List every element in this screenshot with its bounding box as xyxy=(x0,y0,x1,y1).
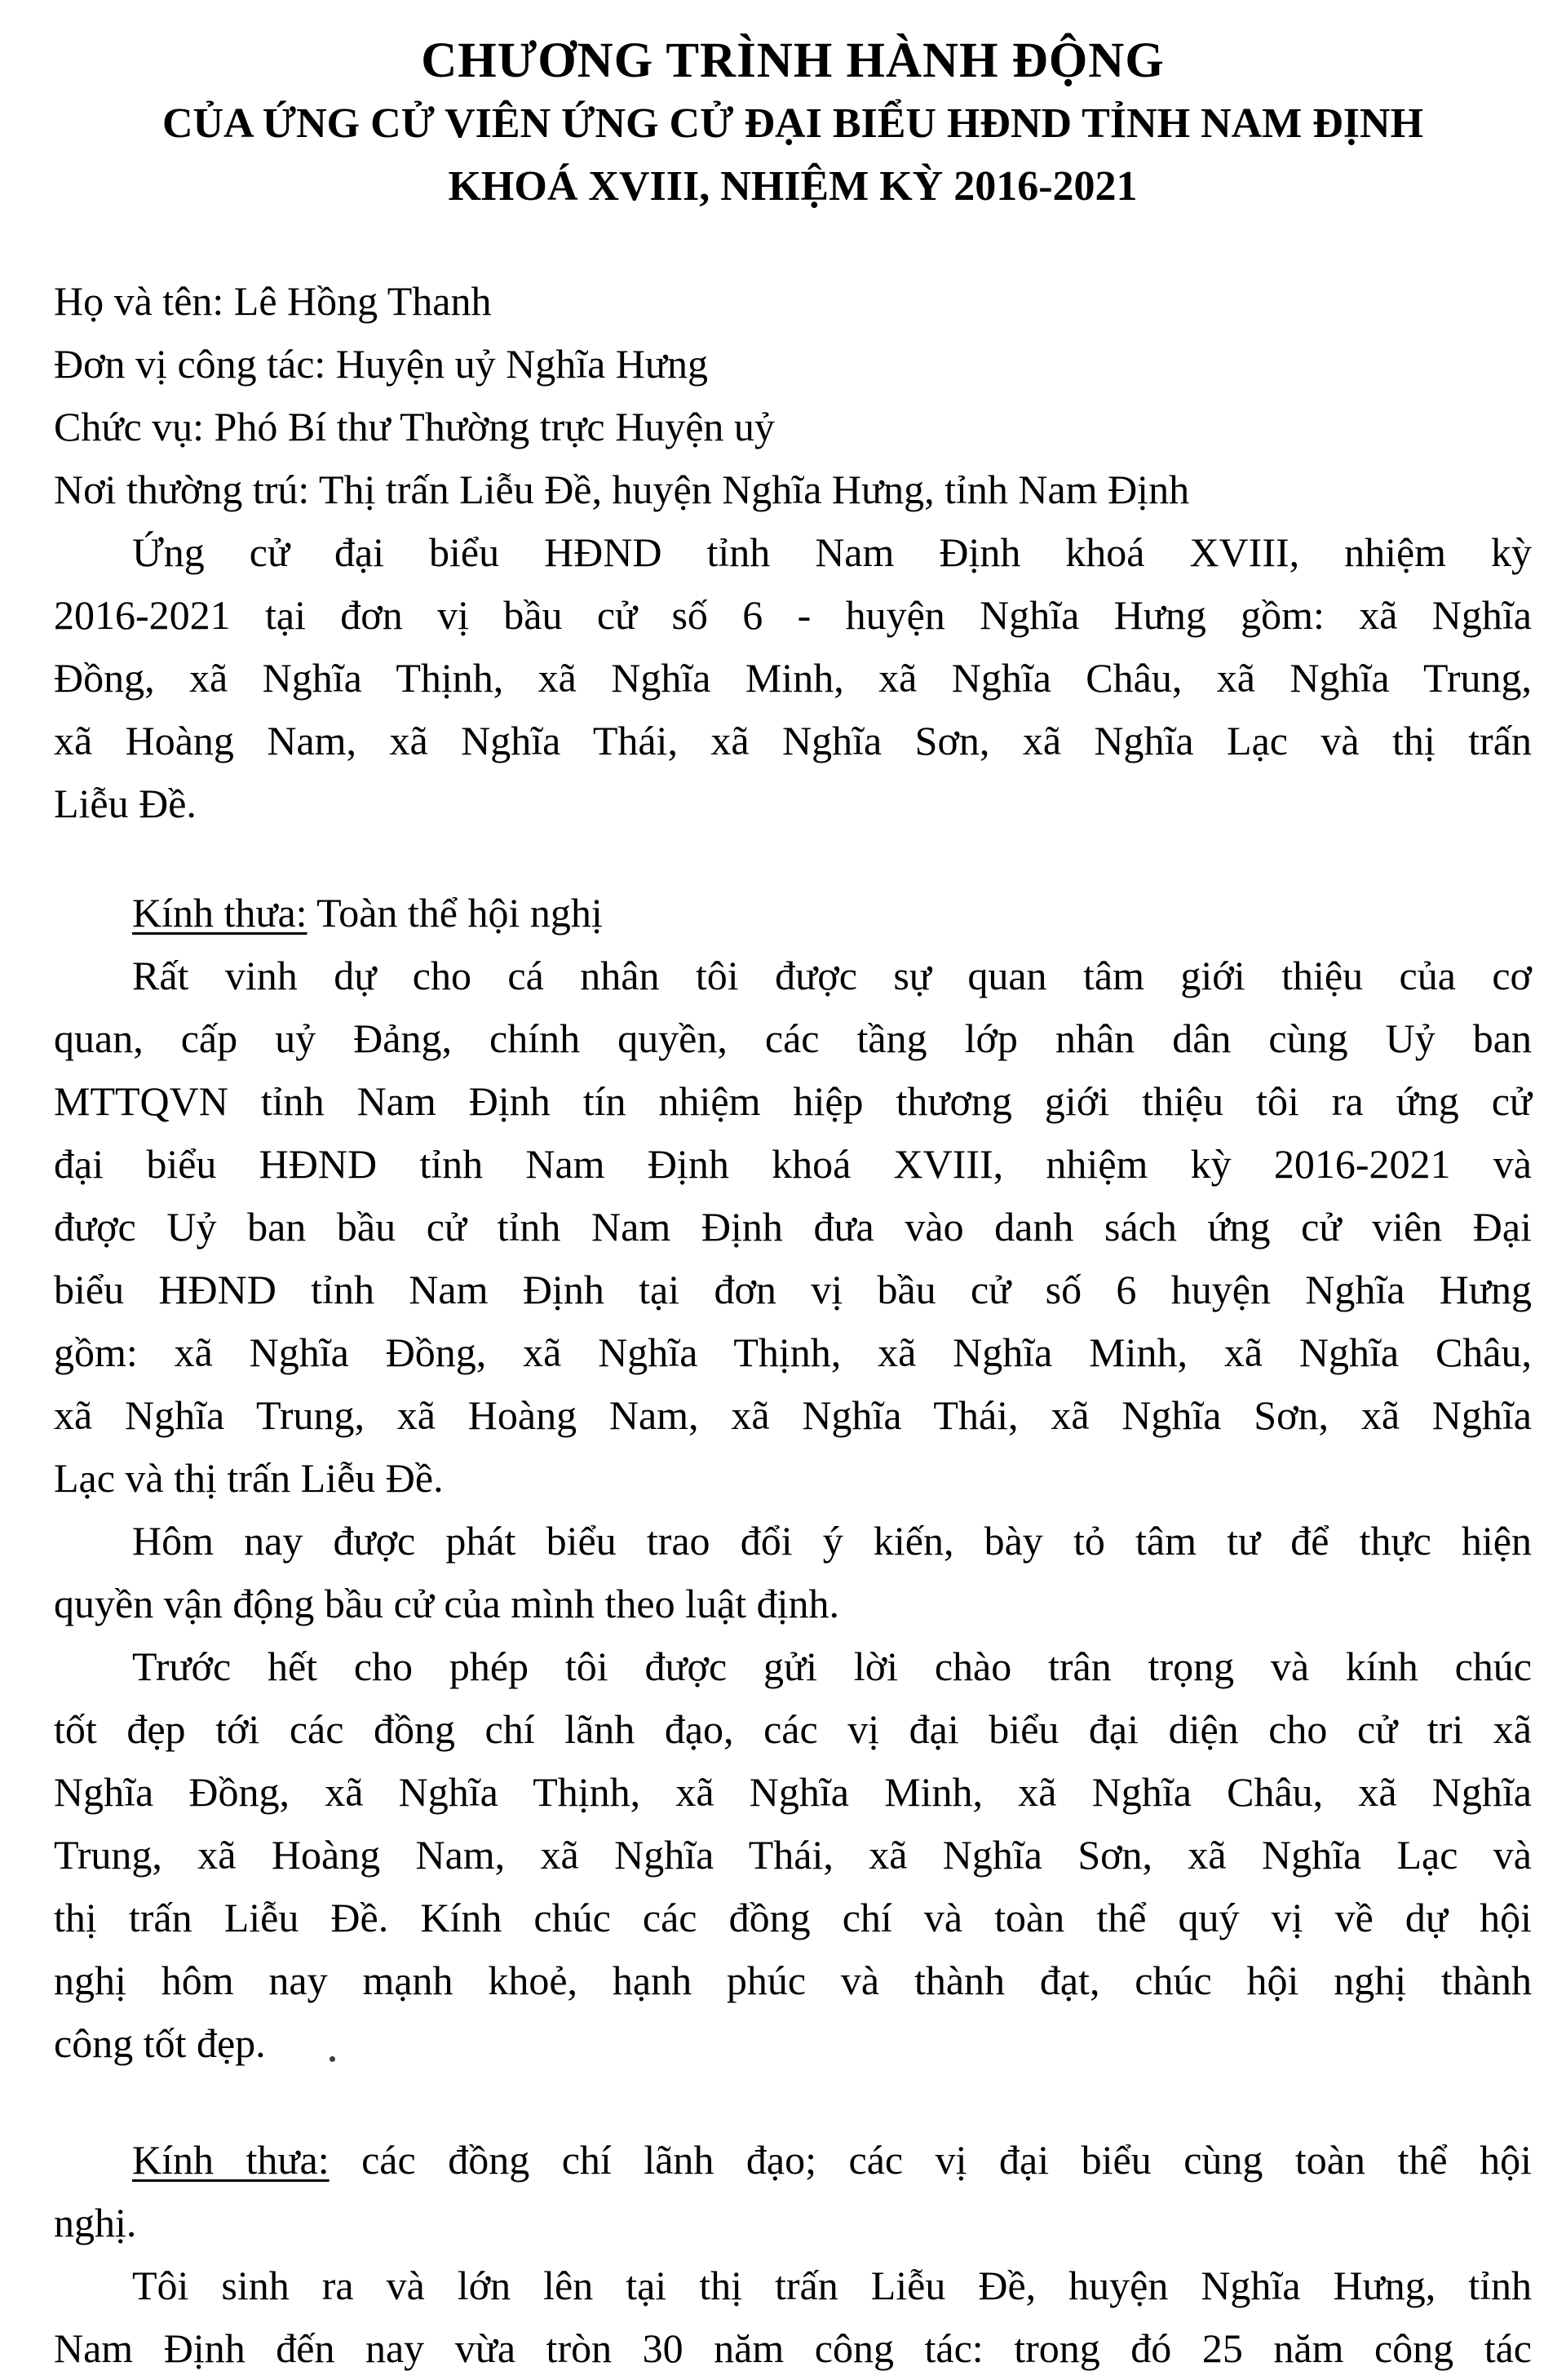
salutation-label: Kính thưa: xyxy=(132,2137,330,2183)
paragraph-greetings xyxy=(54,1635,1532,2075)
salutation-conference xyxy=(54,882,1532,944)
text-line: quyền vận động bầu cử của mình theo luật định. xyxy=(54,1581,839,1626)
salutation-leaders xyxy=(54,2129,1532,2254)
salutation-text: Toàn thể hội nghị xyxy=(307,890,603,936)
text-line: xã Hoàng Nam, xã Nghĩa Thái, xã Nghĩa Sơn, xã Nghĩa Lạc và thị trấn xyxy=(54,718,1532,763)
salutation-text: các đồng chí lãnh đạo; các vị đại biểu cùng toàn thể hội xyxy=(329,2137,1533,2183)
paragraph-constituency xyxy=(54,521,1532,835)
text-line: Hôm nay được phát biểu trao đổi ý kiến, bày tỏ tâm tư để thực hiện xyxy=(132,1518,1532,1564)
paragraph-nomination xyxy=(54,944,1532,1510)
info-full-name: Họ và tên: Lê Hồng Thanh xyxy=(54,278,492,324)
text-line: Rất vinh dự cho cá nhân tôi được sự quan tâm giới thiệu của cơ xyxy=(132,953,1532,998)
text-line: Nghĩa Đồng, xã Nghĩa Thịnh, xã Nghĩa Minh, xã Nghĩa Châu, xã Nghĩa xyxy=(54,1769,1532,1815)
info-work-unit: Đơn vị công tác: Huyện uỷ Nghĩa Hưng xyxy=(54,341,709,387)
text-line: công tốt đẹp. xyxy=(54,2020,266,2066)
text-line: tốt đẹp tới các đồng chí lãnh đạo, các vị đại biểu đại diện cho cử tri xã xyxy=(54,1706,1532,1752)
document-title xyxy=(54,29,1532,218)
text-line: MTTQVN tỉnh Nam Định tín nhiệm hiệp thương giới thiệu tôi ra ứng cử xyxy=(54,1078,1532,1124)
text-line: Ứng cử đại biểu HĐND tỉnh Nam Định khoá XVIII, nhiệm kỳ xyxy=(132,529,1532,575)
text-line: nghị. xyxy=(54,2200,137,2245)
text-line: biểu HĐND tỉnh Nam Định tại đơn vị bầu cử số 6 huyện Nghĩa Hưng xyxy=(54,1267,1532,1312)
paragraph-biography xyxy=(54,2254,1532,2380)
info-residence: Nơi thường trú: Thị trấn Liễu Đề, huyện Nghĩa Hưng, tỉnh Nam Định xyxy=(54,467,1190,512)
text-line: quan, cấp uỷ Đảng, chính quyền, các tầng lớp nhân dân cùng Uỷ ban xyxy=(54,1015,1532,1061)
text-line: Lạc và thị trấn Liễu Đề. xyxy=(54,1455,444,1501)
salutation-label: Kính thưa: xyxy=(132,890,307,936)
text-line: Đồng, xã Nghĩa Thịnh, xã Nghĩa Minh, xã Nghĩa Châu, xã Nghĩa Trung, xyxy=(54,655,1532,701)
text-line: Liễu Đề. xyxy=(54,781,197,826)
text-line: được Uỷ ban bầu cử tỉnh Nam Định đưa vào danh sách ứng cử viên Đại xyxy=(54,1204,1532,1250)
text-line: 2016-2021 tại đơn vị bầu cử số 6 - huyện Nghĩa Hưng gồm: xã Nghĩa xyxy=(54,592,1532,638)
text-line: thị trấn Liễu Đề. Kính chúc các đồng chí và toàn thể quý vị về dự hội xyxy=(54,1895,1532,1940)
text-line: Nam Định đến nay vừa tròn 30 năm công tác: trong đó 25 năm công tác xyxy=(54,2325,1532,2371)
text-line: gồm: xã Nghĩa Đồng, xã Nghĩa Thịnh, xã Nghĩa Minh, xã Nghĩa Châu, xyxy=(54,1329,1532,1375)
document-content xyxy=(54,29,1532,2380)
scan-artifact-dot xyxy=(330,2056,335,2062)
text-line xyxy=(54,882,1532,944)
text-line: Trung, xã Hoàng Nam, xã Nghĩa Thái, xã Nghĩa Sơn, xã Nghĩa Lạc và xyxy=(54,1832,1532,1878)
paragraph-election-rights xyxy=(54,1510,1532,1635)
candidate-info xyxy=(54,270,1532,521)
title-line-1: CHƯƠNG TRÌNH HÀNH ĐỘNG xyxy=(421,33,1165,88)
info-position: Chức vụ: Phó Bí thư Thường trực Huyện uỷ xyxy=(54,404,775,449)
text-line xyxy=(54,2129,1532,2192)
text-line: đại biểu HĐND tỉnh Nam Định khoá XVIII, nhiệm kỳ 2016-2021 và xyxy=(54,1141,1532,1187)
title-line-3: KHOÁ XVIII, NHIỆM KỲ 2016-2021 xyxy=(448,163,1138,210)
text-line: xã Nghĩa Trung, xã Hoàng Nam, xã Nghĩa Thái, xã Nghĩa Sơn, xã Nghĩa xyxy=(54,1392,1532,1438)
text-line: nghị hôm nay mạnh khoẻ, hạnh phúc và thành đạt, chúc hội nghị thành xyxy=(54,1958,1532,2003)
title-line-2: CỦA ỨNG CỬ VIÊN ỨNG CỬ ĐẠI BIỂU HĐND TỈNH NAM ĐỊNH xyxy=(161,100,1424,147)
text-line: Tôi sinh ra và lớn lên tại thị trấn Liễu Đề, huyện Nghĩa Hưng, tỉnh xyxy=(132,2263,1532,2308)
text-line: Trước hết cho phép tôi được gửi lời chào trân trọng và kính chúc xyxy=(132,1643,1532,1689)
